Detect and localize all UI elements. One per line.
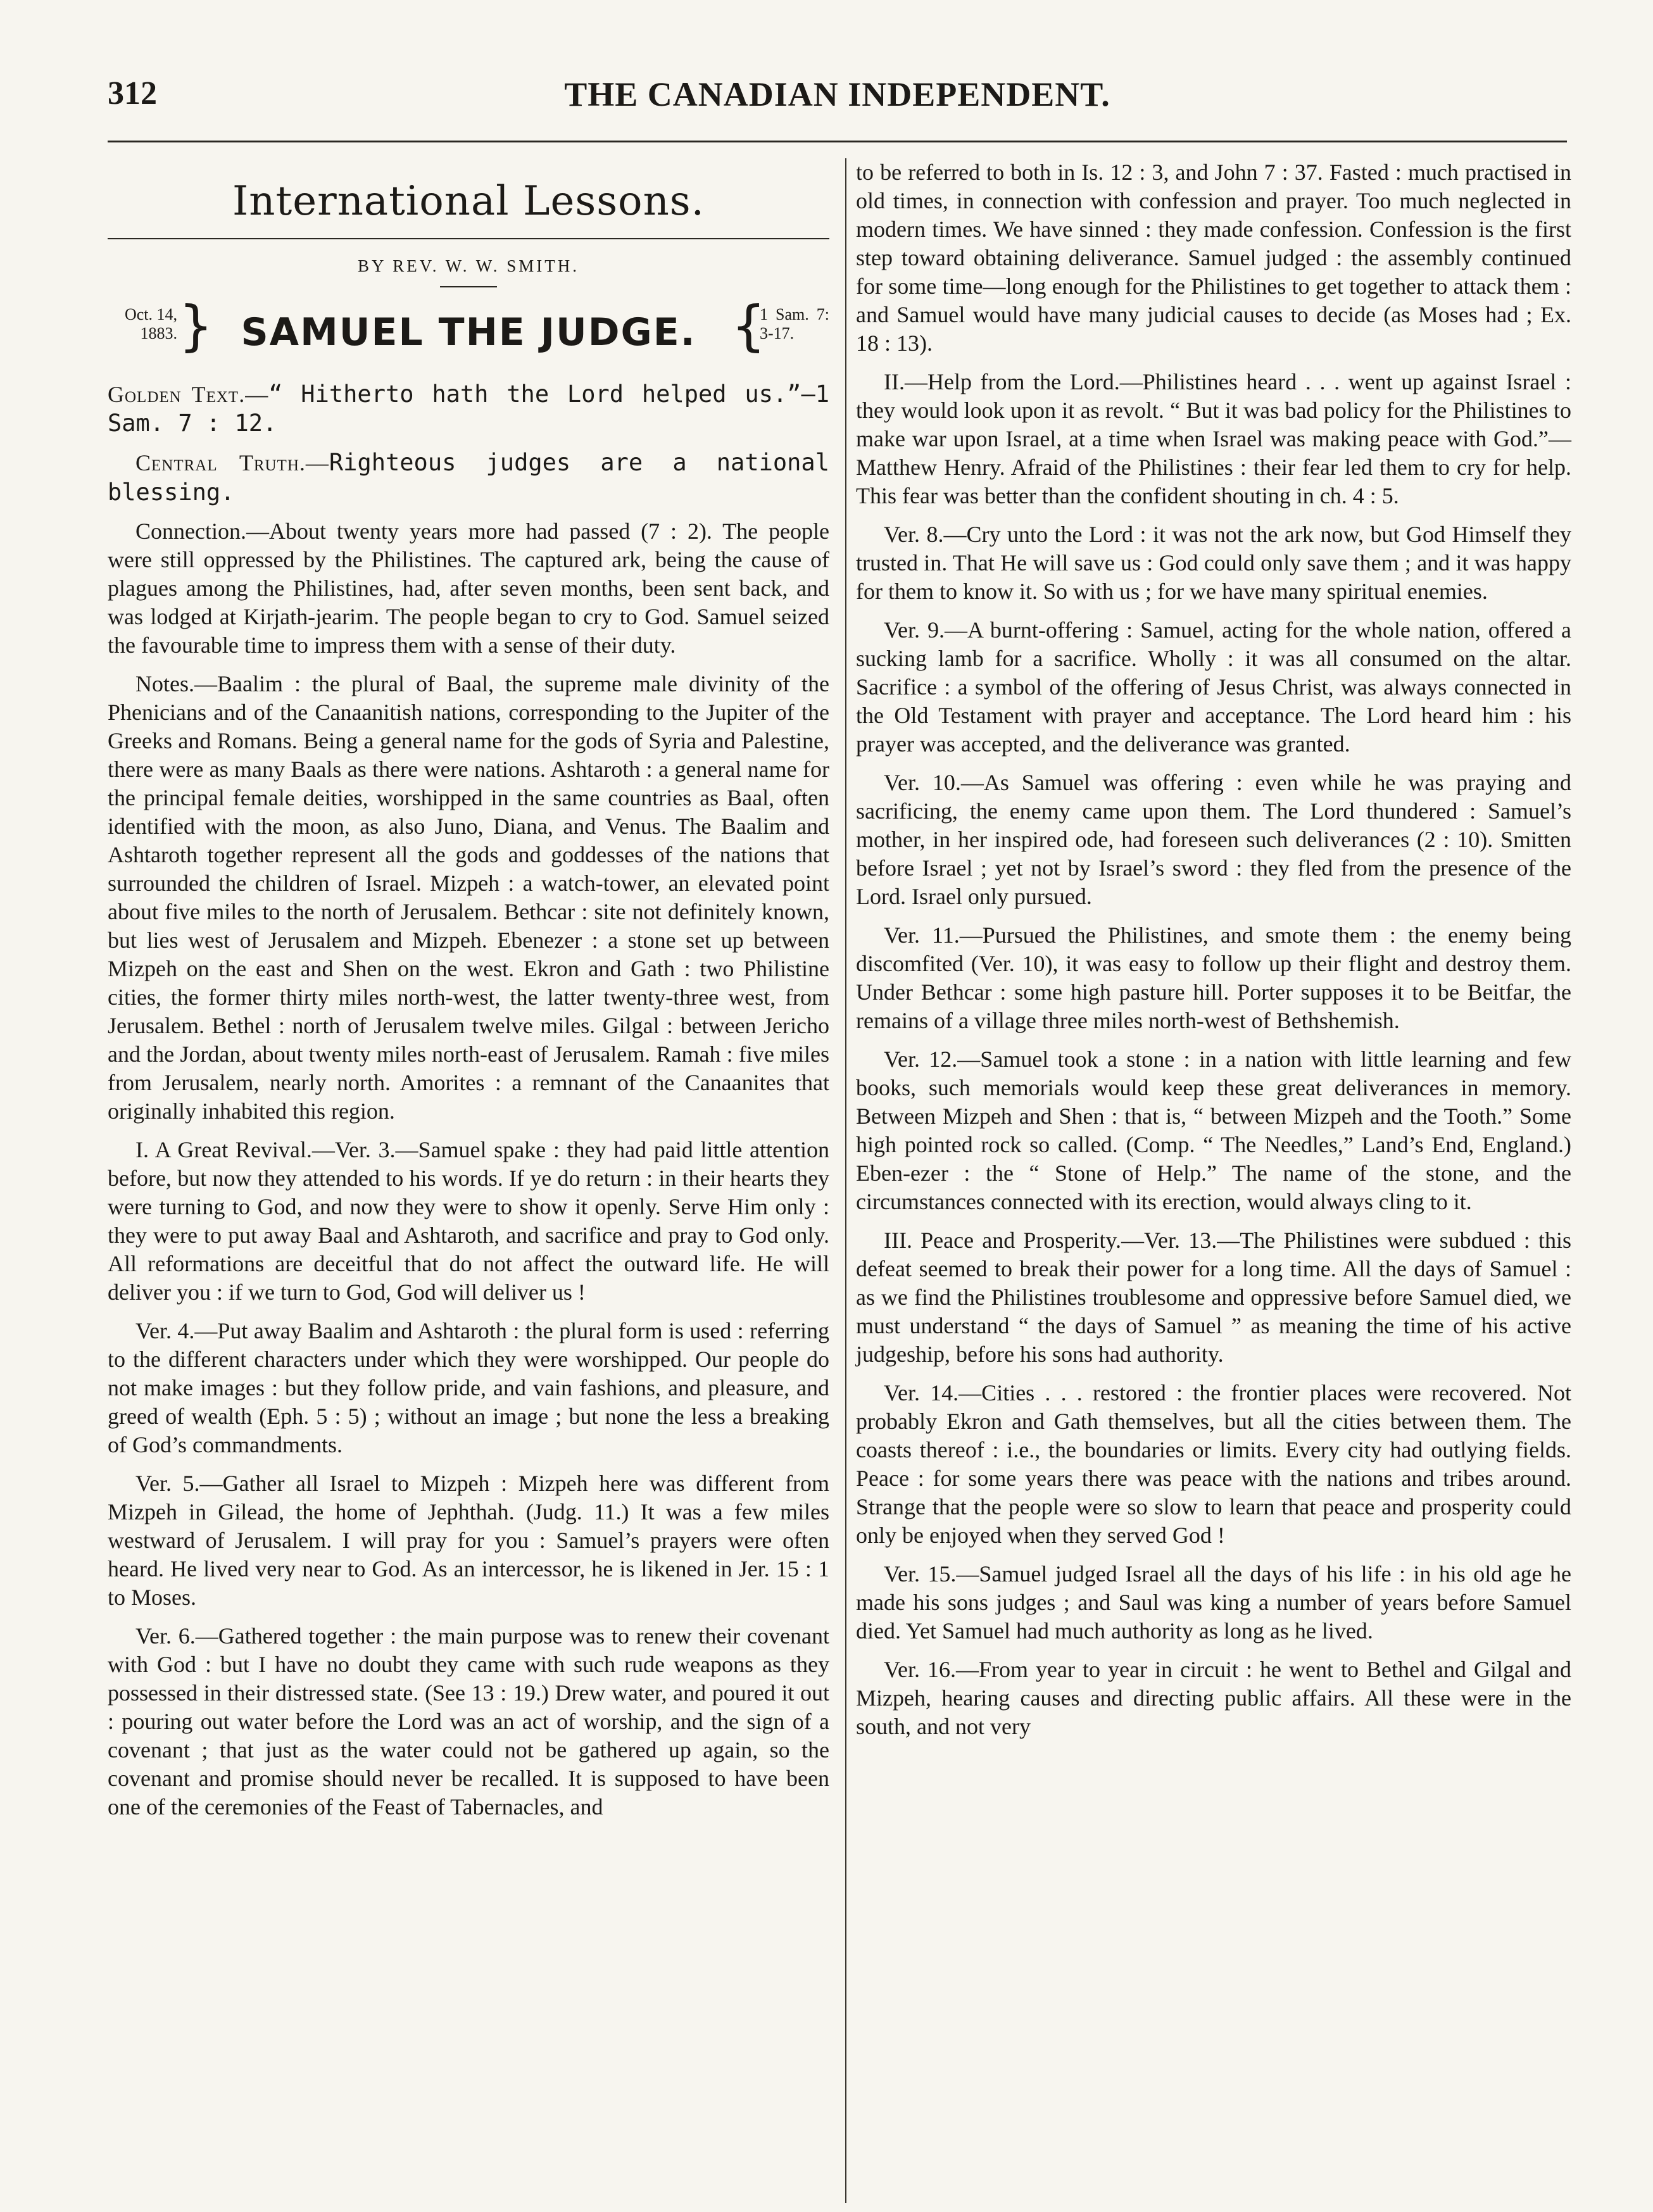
running-head [108,75,1567,125]
paragraph-ver-16: Ver. 16.—From year to year in circuit : he went to Bethel and Gilgal and Mizpeh, hearing causes and directing public affairs. All these were in the south, and not very [856,1657,1571,1739]
brace-right-icon: { [731,294,766,358]
lesson-heading [108,294,829,371]
page-number: 312 [108,75,157,111]
paragraph-help-from-lord: II.—Help from the Lord.—Philistines heard . . . went up against Israel : they would look upon it as revolt. “ But it was bad policy for the Philistines to make war upon Israel, at a time when Israel was making peace with God.”—Matthew Henry. Afraid of the Philistines : their fear led them to cry for help. This fear was better than the confident shouting in ch. 4 : 5. [856,369,1571,508]
golden-text [108,380,829,439]
paragraph-ver-5: Ver. 5.—Gather all Israel to Mizpeh : Mizpeh here was different from Mizpeh in Gilead, the home of Jephthah. (Judg. 11.) It was a few miles westward of Jerusalem. I will pray for you : Samuel’s prayers were often heard. He lived very near to God. As an intercessor, he is likened in Jer. 15 : 1 to Moses. [108,1470,829,1610]
brace-left-icon: } [179,294,213,358]
paragraph-ver-12: Ver. 12.—Samuel took a stone : in a nation with little learning and few books, such memorials would keep these great deliverances in memory. Between Mizpeh and Shen : that is, “ between Mizpeh and the Tooth.” Some high pointed rock so called. (Comp. “ The Needles,” Land’s End, England.) Eben-ezer : the “ Stone of Help.” The name of the stone, and the circumstances connected with its erection, would always cling to it. [856,1046,1571,1214]
lesson-reference: 1 Sam. 7: 3-17. [760,305,829,342]
paragraph-ver-6: Ver. 6.—Gathered together : the main purpose was to renew their covenant with God : but I have no doubt they came with such rude weapons as they possessed in their distressed state. (See 13 : 19.) Drew water, and poured it out : pouring out water before the Lord was an act of worship, and the sign of a covenant ; that just as the water could not be gathered up again, so the covenant and promise should never be recalled. It is supposed to have been one of the ceremonies of the Feast of Tabernacles, and [108,1623,829,1819]
paragraph-ver-15: Ver. 15.—Samuel judged Israel all the days of his life : in his old age he made his sons judges ; and Saul was king a number of years before Samuel died. Yet Samuel had much authority as long as he lived. [856,1561,1571,1643]
left-column [108,158,829,1832]
column-rule [845,158,846,2203]
paragraph-great-revival: I. A Great Revival.—Ver. 3.—Samuel spake : they had paid little attention before, but now they attended to his words. If ye do return : in their hearts they were turning to God, and now they were to show it openly. Serve Him only : they were to put away Baal and Ashtaroth, and sacrifice and pray to God only. All reformations are deceitful that do not affect the outward life. He will deliver you : if we turn to God, God will deliver us ! [108,1136,829,1305]
central-truth-body: Righteous judges are a national blessing. [108,449,829,506]
lesson-date: Oct. 14, 1883. [124,305,177,342]
title-rule [108,238,829,239]
section-title: International Lessons. [232,178,705,225]
paragraph-ver-4: Ver. 4.—Put away Baalim and Ashtaroth : the plural form is used : referring to the different characters under which they were worshipped. Our people do not make images : but they follow pride, and vain fashions, and pleasure, and greed of wealth (Eph. 5 : 5) ; without an image ; but none the less a breaking of God’s commandments. [108,1317,829,1457]
paragraph-ver-11: Ver. 11.—Pursued the Philistines, and smote them : the enemy being discomfited (Ver. 10), it was easy to follow up their flight and destroy them. Under Bethcar : some high pasture hill. Porter supposes it to be Beitfar, the remains of a village three miles north-west of Bethshemish. [856,922,1571,1033]
central-truth [108,448,829,507]
paragraph-ver-14: Ver. 14.—Cities . . . restored : the frontier places were recovered. Not probably Ekron and Gath themselves, but all the cities between them. The coasts thereof : i.e., the boundaries or limits. Every city had outlying fields. Peace : for some years there was peace with the nations and tribes around. Strange that the people were so slow to learn that peace and prosperity could only be enjoyed when they served God ! [856,1380,1571,1548]
central-truth-label: Central Truth.— [135,450,329,476]
paragraph-ver-8: Ver. 8.—Cry unto the Lord : it was not the ark now, but God Himself they trusted in. That He will save us : God could only save them ; and it was happy for them to know it. So with us ; for we have many spiritual enemies. [856,522,1571,604]
paragraph-connection: Connection.—About twenty years more had passed (7 : 2). The people were still oppressed by the Philistines. The captured ark, being the cause of plagues among the Philistines, had, after seven months, been sent back, and was lodged at Kirjath-jearim. The people began to cry to God. Samuel seized the favourable time to impress them with a sense of their duty. [108,518,829,658]
paragraph-notes: Notes.—Baalim : the plural of Baal, the supreme male divinity of the Phenicians and of the Canaanitish nations, corresponding to the Jupiter of the Greeks and Romans. Being a general name for the gods of Syria and Palestine, there were as many Baals as there were nations. Ashtaroth : a general name for the principal female deities, worshipped in the same countries as Baal, often identified with the moon, as also Juno, Diana, and Venus. The Baalim and Ashtaroth together represent all the gods and goddesses of the nations that surrounded the children of Israel. Mizpeh : a watch-tower, an elevated point about five miles to the north of Jerusalem. Bethcar : site not definitely known, but lies west of Jerusalem and Mizpeh. Ebenezer : a stone set up between Mizpeh on the east and Shen on the west. Ekron and Gath : two Philistine cities, the former thirty miles north-west, the latter twenty-three west, from Jerusalem. Bethel : north of Jerusalem twelve miles. Gilgal : between Jericho and the Jordan, about twenty miles north-east of Jerusalem. Ramah : five miles from Jerusalem, nearly north. Amorites : a remnant of the Canaanites that originally inhabited this region. [108,670,829,1124]
right-column [856,158,1571,1751]
journal-title: THE CANADIAN INDEPENDENT. [564,75,1110,113]
paragraph-ver-10: Ver. 10.—As Samuel was offering : even while he was praying and sacrificing, the enemy came upon them. The Lord thundered : Samuel’s mother, in her inspired ode, had foreseen such deliverances (2 : 10). Smitten before Israel ; yet not by Israel’s sword : they fled from the presence of the Lord. Israel only pursued. [856,770,1571,909]
byline-rule [440,286,497,287]
golden-text-body: “ Hitherto hath the Lord helped us.”—1 Sam. 7 : 12. [108,380,830,437]
paragraph-peace-prosperity: III. Peace and Prosperity.—Ver. 13.—The Philistines were subdued : this defeat seemed to break their power for a long time. All the days of Samuel : as we find the Philistines troublesome and oppressive before Samuel died, we must understand “ the days of Samuel ” as meaning the time of his active judgeship, before his sons had authority. [856,1228,1571,1367]
header-rule [108,141,1567,142]
paragraph-continued: to be referred to both in Is. 12 : 3, and John 7 : 37. Fasted : much practised in old times, in connection with confession and prayer. Too much neglected in modern times. We have sinned : they made confession. Confession is the first step toward obtaining deliverance. Samuel judged : the assembly continued for some time—long enough for the Philistines to get together to attack them : and Samuel would have many judicial causes to decide (as Moses had ; Ex. 18 : 13). [856,160,1571,356]
paragraph-ver-9: Ver. 9.—A burnt-offering : Samuel, acting for the whole nation, offered a sucking lamb for a sacrifice. Wholly : it was all consumed on the altar. Sacrifice : a symbol of the offering of Jesus Christ, was always connected in the Old Testament with prayer and acceptance. The Lord heard him : his prayer was accepted, and the deliverance was granted. [856,617,1571,757]
lesson-title: SAMUEL THE JUDGE. [241,310,696,355]
byline: BY REV. W. W. SMITH. [357,256,580,275]
golden-text-label: Golden Text.— [108,381,269,407]
